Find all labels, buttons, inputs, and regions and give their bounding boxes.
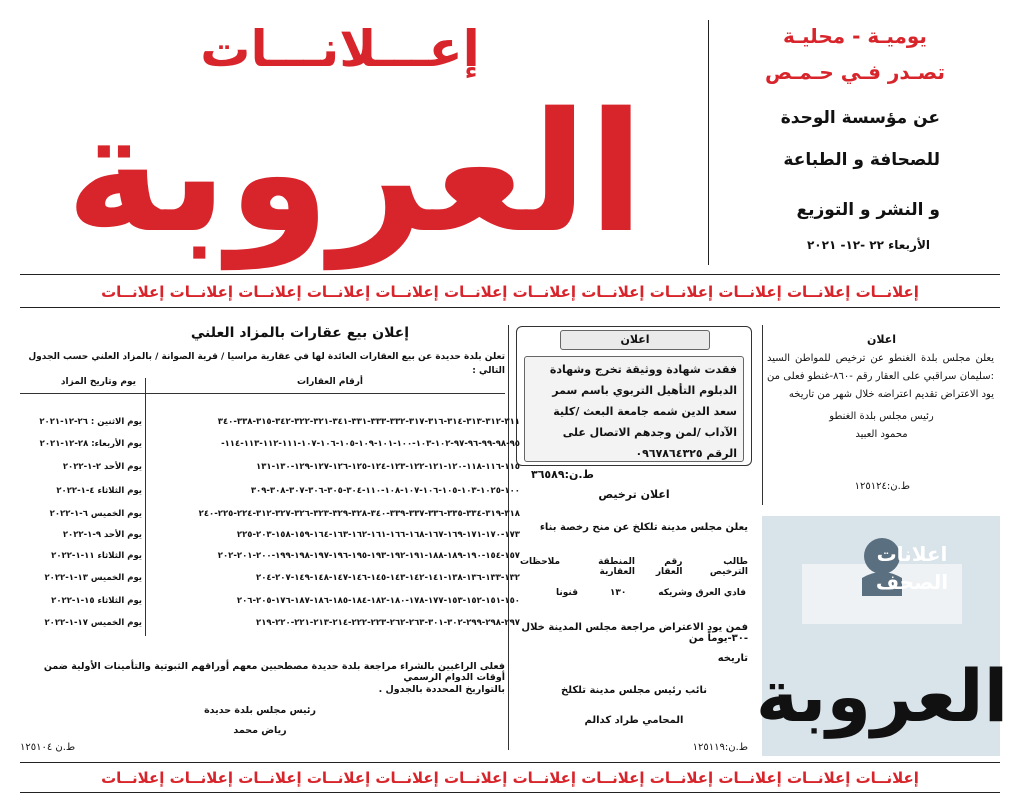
- publisher-line-3: و النشر و التوزيع: [796, 200, 940, 220]
- masthead-divider: [708, 20, 709, 265]
- brand-top-heading: إعـــلانـــات: [200, 20, 480, 78]
- table-row: [20, 551, 520, 571]
- license-sign-name: المحامي طراد كدالم: [584, 715, 684, 726]
- brand-logo: [30, 77, 680, 270]
- table-row: [20, 530, 520, 550]
- auction-header-numbers: أرقام العقارات: [297, 377, 363, 387]
- auction-sign-title: رئيس مجلس بلدة حديدة: [204, 705, 316, 716]
- promo-panel: [755, 516, 1009, 756]
- auction-row-date: يوم الخميس ١٣-١-٢٠٢٢: [44, 573, 142, 583]
- auction-title: إعلان بيع عقارات بالمزاد العلني: [190, 325, 410, 341]
- license-value-zone: قنونا: [556, 588, 578, 598]
- auction-row-numbers: ١٧٣-١٧٠-١٧١-١٦٩-١٦٧-١٦٨-١٦٦-١٦١-١٦٢-١٦٣-١٦٤-١٥٩-١٥٨-٢٠٣-٢٢٥: [236, 530, 520, 540]
- frequency-label: يوميـة - محليـة: [783, 24, 927, 48]
- promo-line-2: الصحف: [875, 570, 949, 594]
- banner-top-rule: [20, 274, 1000, 275]
- table-row: [20, 462, 520, 482]
- top-banner: إعلانــات إعلانــات إعلانــات إعلانــات إعلانــات إعلانــات إعلانــات إعلانــات إعلانــات إعلانــات إعلانــات إعلانــات: [101, 283, 919, 301]
- notice-right: [762, 325, 1000, 505]
- table-row: [20, 596, 520, 616]
- license-notice-ref: ط.ن:١٢٥١١٩: [692, 742, 748, 753]
- auction-row-date: يوم الاثنين : ٢٦-١٢-٢٠٢١: [39, 417, 142, 427]
- auction-row-numbers: ١٥٧-١٥٤-١٩٠-١٨٩-١٨٨-١٩١-١٩٢-١٩٣-١٩٥-١٩٦-١٩٧-١٩٨-١٩٩-٢٠٠-٢٠١-٢٠٢: [217, 551, 520, 561]
- auction-row-date: يوم الأربعاء: ٢٨-١٢-٢٠٢١: [39, 439, 142, 449]
- notice-right-body: يعلن مجلس بلدة الغنطو عن ترخيص للمواطن السيد :سليمان سراقبي على العقار رقم -٨٦٠-غنطو فعلى من يود الاعتراض تقديم اعتراضه خلال شهر من تاريخه: [767, 353, 994, 400]
- promo-logo: [755, 626, 1009, 756]
- notice-right-ref: ط.ن:١٢٥١٢٤: [854, 481, 910, 492]
- auction-row-date: يوم الخميس ٦-١-٢٠٢٢: [49, 509, 142, 519]
- bottom-banner: إعلانــات إعلانــات إعلانــات إعلانــات إعلانــات إعلانــات إعلانــات إعلانــات إعلانــات إعلانــات إعلانــات إعلانــات: [101, 769, 919, 787]
- auction-row-numbers: ١٥٠-١٥١-١٥٢-١٥٣-١٧٧-١٧٨-١٨٠-١٨٢-١٨٤-١٨٥-١٨٦-١٨٧-١٧٦-٢٠٥-٢٠٦: [236, 596, 520, 606]
- auction-intro: تعلن بلدة حديدة عن بيع العقارات العائدة لها في عقارية مراسيا / قرية الصوانة / بالمزاد العلني حسب الجدول التالي :: [28, 352, 505, 376]
- lost-notice-body-box: [524, 356, 744, 481]
- license-value-applicant: فادي العرق وشريكه: [658, 588, 746, 598]
- bottom-banner-bottom-rule: [20, 792, 1000, 793]
- license-header-zone: المنطقة العقارية: [598, 557, 635, 577]
- city-label: تصـدر فـي حـمـص: [765, 60, 945, 84]
- promo-logo-text: العروبة: [755, 654, 1009, 738]
- table-row: [20, 618, 520, 638]
- lost-notice-body: فقدت شهادة ووثيقة تخرج وشهادة الدبلوم التأهيل التربوي باسم سمر سعد الدين شمه جامعة البعث /كلية الآداب /لمن وجدهم الاتصال على الرقم ٠٩٦٧٨٦٤٣٢٥: [549, 363, 737, 460]
- license-header-notes: ملاحظات: [520, 557, 561, 567]
- auction-row-numbers: ٢٩٧-٢٩٨-٢٩٩-٣٠٢-٣٠١-٢٦٣-٢٦٢-٢٢٣-٢٢٢-٢١٤-٢١٣-٢٢١-٢٢٠-٢١٩: [256, 618, 520, 628]
- license-table-header: [516, 557, 752, 577]
- bottom-banner-top-rule: [20, 762, 1000, 763]
- license-value-parcel: ١٣٠: [609, 588, 627, 598]
- auction-row-numbers: ٣١١-٣١٢-٣١٣-٣١٤-٣١٦-٣١٧-٣٣٢-٣٣٣-٣٣١-٣٤١-٣٢١-٣٢٢-٣٤٢-٣١٥-٣٣٨-٣٤٠: [217, 417, 520, 427]
- notice-right-title: اعلان: [866, 333, 897, 346]
- table-row: [20, 573, 520, 593]
- auction-row-date: يوم الثلاثاء ١٥-١-٢٠٢٢: [51, 596, 142, 606]
- notice-right-sign-name: محمود العبيد: [855, 429, 908, 440]
- auction-row-date: يوم الأحد ٩-١-٢٠٢٢: [62, 530, 142, 540]
- notice-right-sign-title: رئيس مجلس بلدة الغنطو: [829, 411, 934, 422]
- license-notice-intro: يعلن مجلس مدينة تلكلخ عن منح رخصة بناء: [539, 522, 748, 533]
- license-notice-title: اعلان ترخيص: [598, 488, 670, 501]
- publisher-line-2: للصحافة و الطباعة: [783, 150, 940, 170]
- license-sign-title: نائب رئيس مجلس مدينة تلكلخ: [561, 685, 707, 696]
- auction-row-date: يوم الثلاثاء ١١-١-٢٠٢٢: [51, 551, 142, 561]
- table-row: [20, 509, 520, 529]
- table-row: [20, 417, 520, 437]
- auction-ref: ط.ن ١٢٥١٠٤: [20, 742, 76, 753]
- publisher-line-1: عن مؤسسة الوحدة: [780, 108, 940, 128]
- auction-row-date: يوم الثلاثاء ٤-١-٢٠٢٢: [56, 486, 142, 496]
- auction-row-date: يوم الخميس ١٧-١-٢٠٢٢: [44, 618, 142, 628]
- auction-row-numbers: ١١٥-١١٦-١١٨-١٢٠-١٢١-١٢٢-١٢٣-١٢٤-١٢٥-١٢٦-١٢٧-١٢٩-١٣٠-١٣١: [256, 462, 520, 472]
- auction-sign-name: رياض محمد: [233, 725, 287, 736]
- auction-row-numbers: ١٠٠-١٠٢٥-١٠٣-١٠٥-١٠٦-١٠٧-١٠٨-١١٠-٣٠٤-٣٠٥-٣٠٦-٣٠٧-٣٠٨-٣٠٩: [250, 486, 520, 496]
- brand-main-text: العروبة: [65, 77, 645, 269]
- license-objection-line-1: فمن يود الاعتراض مراجعة مجلس المدينة خلال -٣٠-يوماً من: [521, 622, 748, 644]
- auction-row-numbers: ٩٥-٩٨-٩٩-٩٦-٩٧-١٠٢-١٠٣-١٠٠-١٠١-١٠٩-١٠٥-١٠٦-١٠٧-١١١-١١٢-١١٣-١١٤-: [221, 439, 520, 449]
- table-row: [20, 486, 520, 506]
- auction-outro-line-2: بالتواريخ المحددة بالجدول .: [378, 684, 505, 695]
- table-row: [20, 439, 520, 459]
- auction-row-numbers: ١٣٢-١٣٣-١٣٦-١٣٨-١٤١-١٤٢-١٤٣-١٤٥-١٤٦-١٤٧-١٤٨-١٤٩-٢٠٧-٢٠٤: [256, 573, 520, 583]
- license-objection-line-2: تاريخه: [717, 653, 748, 664]
- issue-date: الأربعاء ٢٢ -١٢- ٢٠٢١: [806, 238, 930, 252]
- auction-outro-line-1: فعلى الراغبين بالشراء مراجعة بلدة حديدة مصطحبين معهم أوراقهم الثبوتية والتأمينات الأولية ضمن أوقات الدوام الرسمي: [43, 661, 505, 683]
- auction-row-numbers: ٣١٨-٣١٩-٣٣٤-٣٣٥-٣٣٦-٣٣٧-٣٣٩-٣٤٠-٣٢٨-٣٢٩-٣٢٣-٣٢٦-٣٢٧-٣١٢-٢٢٤-٢٢٥-٢٤٠: [198, 509, 520, 519]
- banner-bottom-rule: [20, 307, 1000, 308]
- promo-line-1: اعلانات: [876, 542, 948, 566]
- auction-header-date: يوم وتاريخ المزاد: [60, 377, 136, 387]
- auction-table-header-rule: [20, 393, 505, 394]
- lost-notice-ref: ط.ن:٣٦٥٨٩: [531, 468, 594, 481]
- license-table-row: [516, 588, 752, 598]
- license-header-applicant: طالب الترخيص: [709, 557, 748, 577]
- auction-row-date: يوم الأحد ٢-١-٢٠٢٢: [62, 462, 142, 472]
- license-header-parcel: رقم العقار: [655, 557, 683, 577]
- lost-notice-header: اعلان: [560, 330, 710, 350]
